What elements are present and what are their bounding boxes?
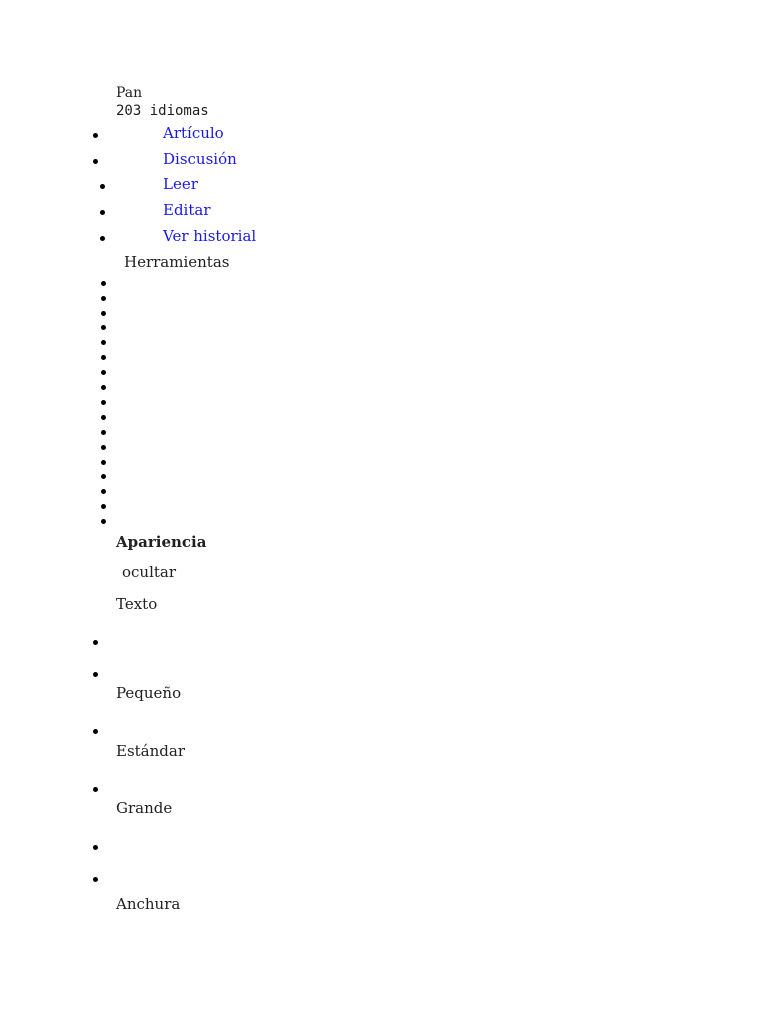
tab-view-history[interactable]: Ver historial: [163, 227, 257, 245]
list-bullet: [93, 133, 98, 138]
list-bullet: [100, 236, 105, 241]
page-title: Pan: [116, 85, 143, 101]
tool-item[interactable]: [101, 385, 106, 390]
tool-item[interactable]: [101, 311, 106, 316]
tools-menu-button[interactable]: Herramientas: [124, 253, 230, 271]
text-size-label: Texto: [116, 595, 158, 613]
text-size-small-option[interactable]: Pequeño: [116, 684, 182, 702]
tool-item[interactable]: [101, 370, 106, 375]
list-bullet: [93, 159, 98, 164]
hide-appearance-button[interactable]: ocultar: [122, 563, 177, 581]
tab-edit[interactable]: Editar: [163, 201, 211, 219]
tool-item[interactable]: [101, 474, 106, 479]
tool-item[interactable]: [101, 355, 106, 360]
tool-item[interactable]: [101, 460, 106, 465]
tool-item[interactable]: [101, 400, 106, 405]
list-bullet: [100, 184, 105, 189]
text-size-large-option[interactable]: Grande: [116, 799, 173, 817]
list-bullet: [93, 787, 98, 792]
tab-read[interactable]: Leer: [163, 175, 198, 193]
tool-item[interactable]: [101, 296, 106, 301]
tool-item[interactable]: [101, 519, 106, 524]
tool-item[interactable]: [101, 504, 106, 509]
tool-item[interactable]: [101, 445, 106, 450]
width-label: Anchura: [116, 895, 181, 913]
tab-discussion[interactable]: Discusión: [163, 150, 237, 168]
appearance-heading: Apariencia: [116, 533, 207, 551]
tool-item[interactable]: [101, 415, 106, 420]
language-count-button[interactable]: 203 idiomas: [116, 103, 209, 119]
tool-item[interactable]: [101, 340, 106, 345]
tool-item[interactable]: [101, 281, 106, 286]
tool-item[interactable]: [101, 430, 106, 435]
tool-item[interactable]: [101, 325, 106, 330]
text-size-standard-option[interactable]: Estándar: [116, 742, 185, 760]
tool-item[interactable]: [101, 489, 106, 494]
list-bullet: [93, 877, 98, 882]
list-bullet: [93, 672, 98, 677]
list-bullet: [93, 845, 98, 850]
tab-article[interactable]: Artículo: [163, 124, 224, 142]
list-bullet: [93, 729, 98, 734]
list-bullet: [93, 640, 98, 645]
list-bullet: [100, 210, 105, 215]
